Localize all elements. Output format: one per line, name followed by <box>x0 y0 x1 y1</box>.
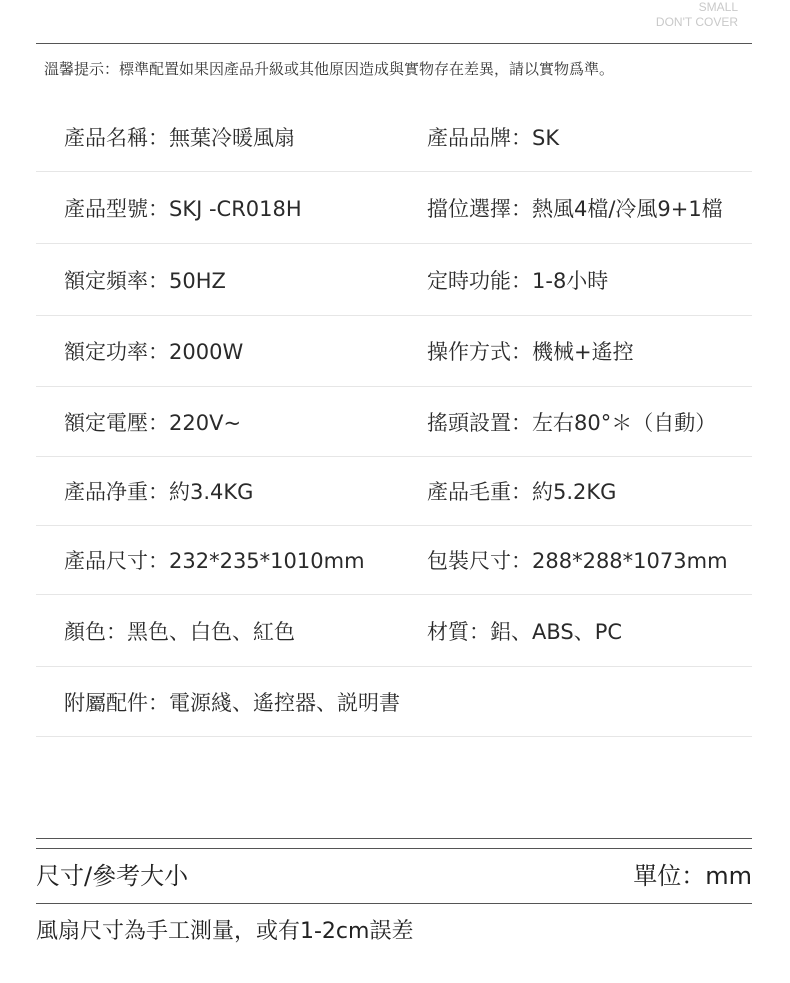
spec-frequency: 額定頻率：50HZ <box>64 268 226 293</box>
spec-product-size: 產品尺寸：232*235*1010mm <box>64 549 365 573</box>
spec-voltage: 額定電壓：220V~ <box>64 410 242 435</box>
spec-table <box>36 102 752 737</box>
measurement-note: 風扇尺寸為手工測量，或有1-2cm誤差 <box>36 919 414 944</box>
spec-row <box>36 387 752 457</box>
spec-operation: 操作方式：機械+遙控 <box>427 340 634 364</box>
size-section-header <box>36 856 752 891</box>
spec-power: 額定功率：2000W <box>64 340 244 364</box>
spec-row <box>36 526 752 595</box>
watermark-line-1: SMALL <box>698 0 738 14</box>
spec-row <box>36 172 752 244</box>
spec-row <box>36 667 752 737</box>
spec-accessories: 附屬配件：電源綫、遙控器、説明書 <box>64 690 400 715</box>
spec-row <box>36 316 752 387</box>
size-header-divider <box>36 903 752 904</box>
size-title: 尺寸/參考大小 <box>36 862 189 890</box>
watermark-line-2: DON'T COVER <box>655 15 738 29</box>
spec-model: 產品型號：SKJ -CR018H <box>64 196 302 221</box>
spec-row <box>36 244 752 316</box>
spec-row <box>36 102 752 172</box>
spec-material: 材質：鋁、ABS、PC <box>427 619 623 644</box>
spec-oscillation: 搖頭設置：左右80°＊（自動） <box>427 410 717 435</box>
spec-row <box>36 457 752 526</box>
top-divider <box>36 43 752 44</box>
spec-color: 顏色：黑色、白色、紅色 <box>64 619 295 644</box>
notice-text: 溫馨提示：標準配置如果因產品升級或其他原因造成與實物存在差異，請以實物爲準。 <box>44 60 615 78</box>
spec-brand: 產品品牌：SK <box>427 125 560 150</box>
spec-net-weight: 產品净重：約3.4KG <box>64 480 254 504</box>
spec-row <box>36 595 752 667</box>
spec-package-size: 包裝尺寸：288*288*1073mm <box>427 549 728 573</box>
spec-timer: 定時功能：1-8小時 <box>427 268 609 293</box>
section-divider-second <box>36 848 752 849</box>
spec-gross-weight: 產品毛重：約5.2KG <box>427 480 617 504</box>
spec-name: 產品名稱：無葉冷暖風扇 <box>64 125 295 150</box>
section-divider-top <box>36 838 752 839</box>
spec-gear: 擋位選擇：熱風4檔/冷風9+1檔 <box>427 196 723 221</box>
watermark <box>656 0 738 30</box>
unit-label: 單位：mm <box>633 862 752 890</box>
